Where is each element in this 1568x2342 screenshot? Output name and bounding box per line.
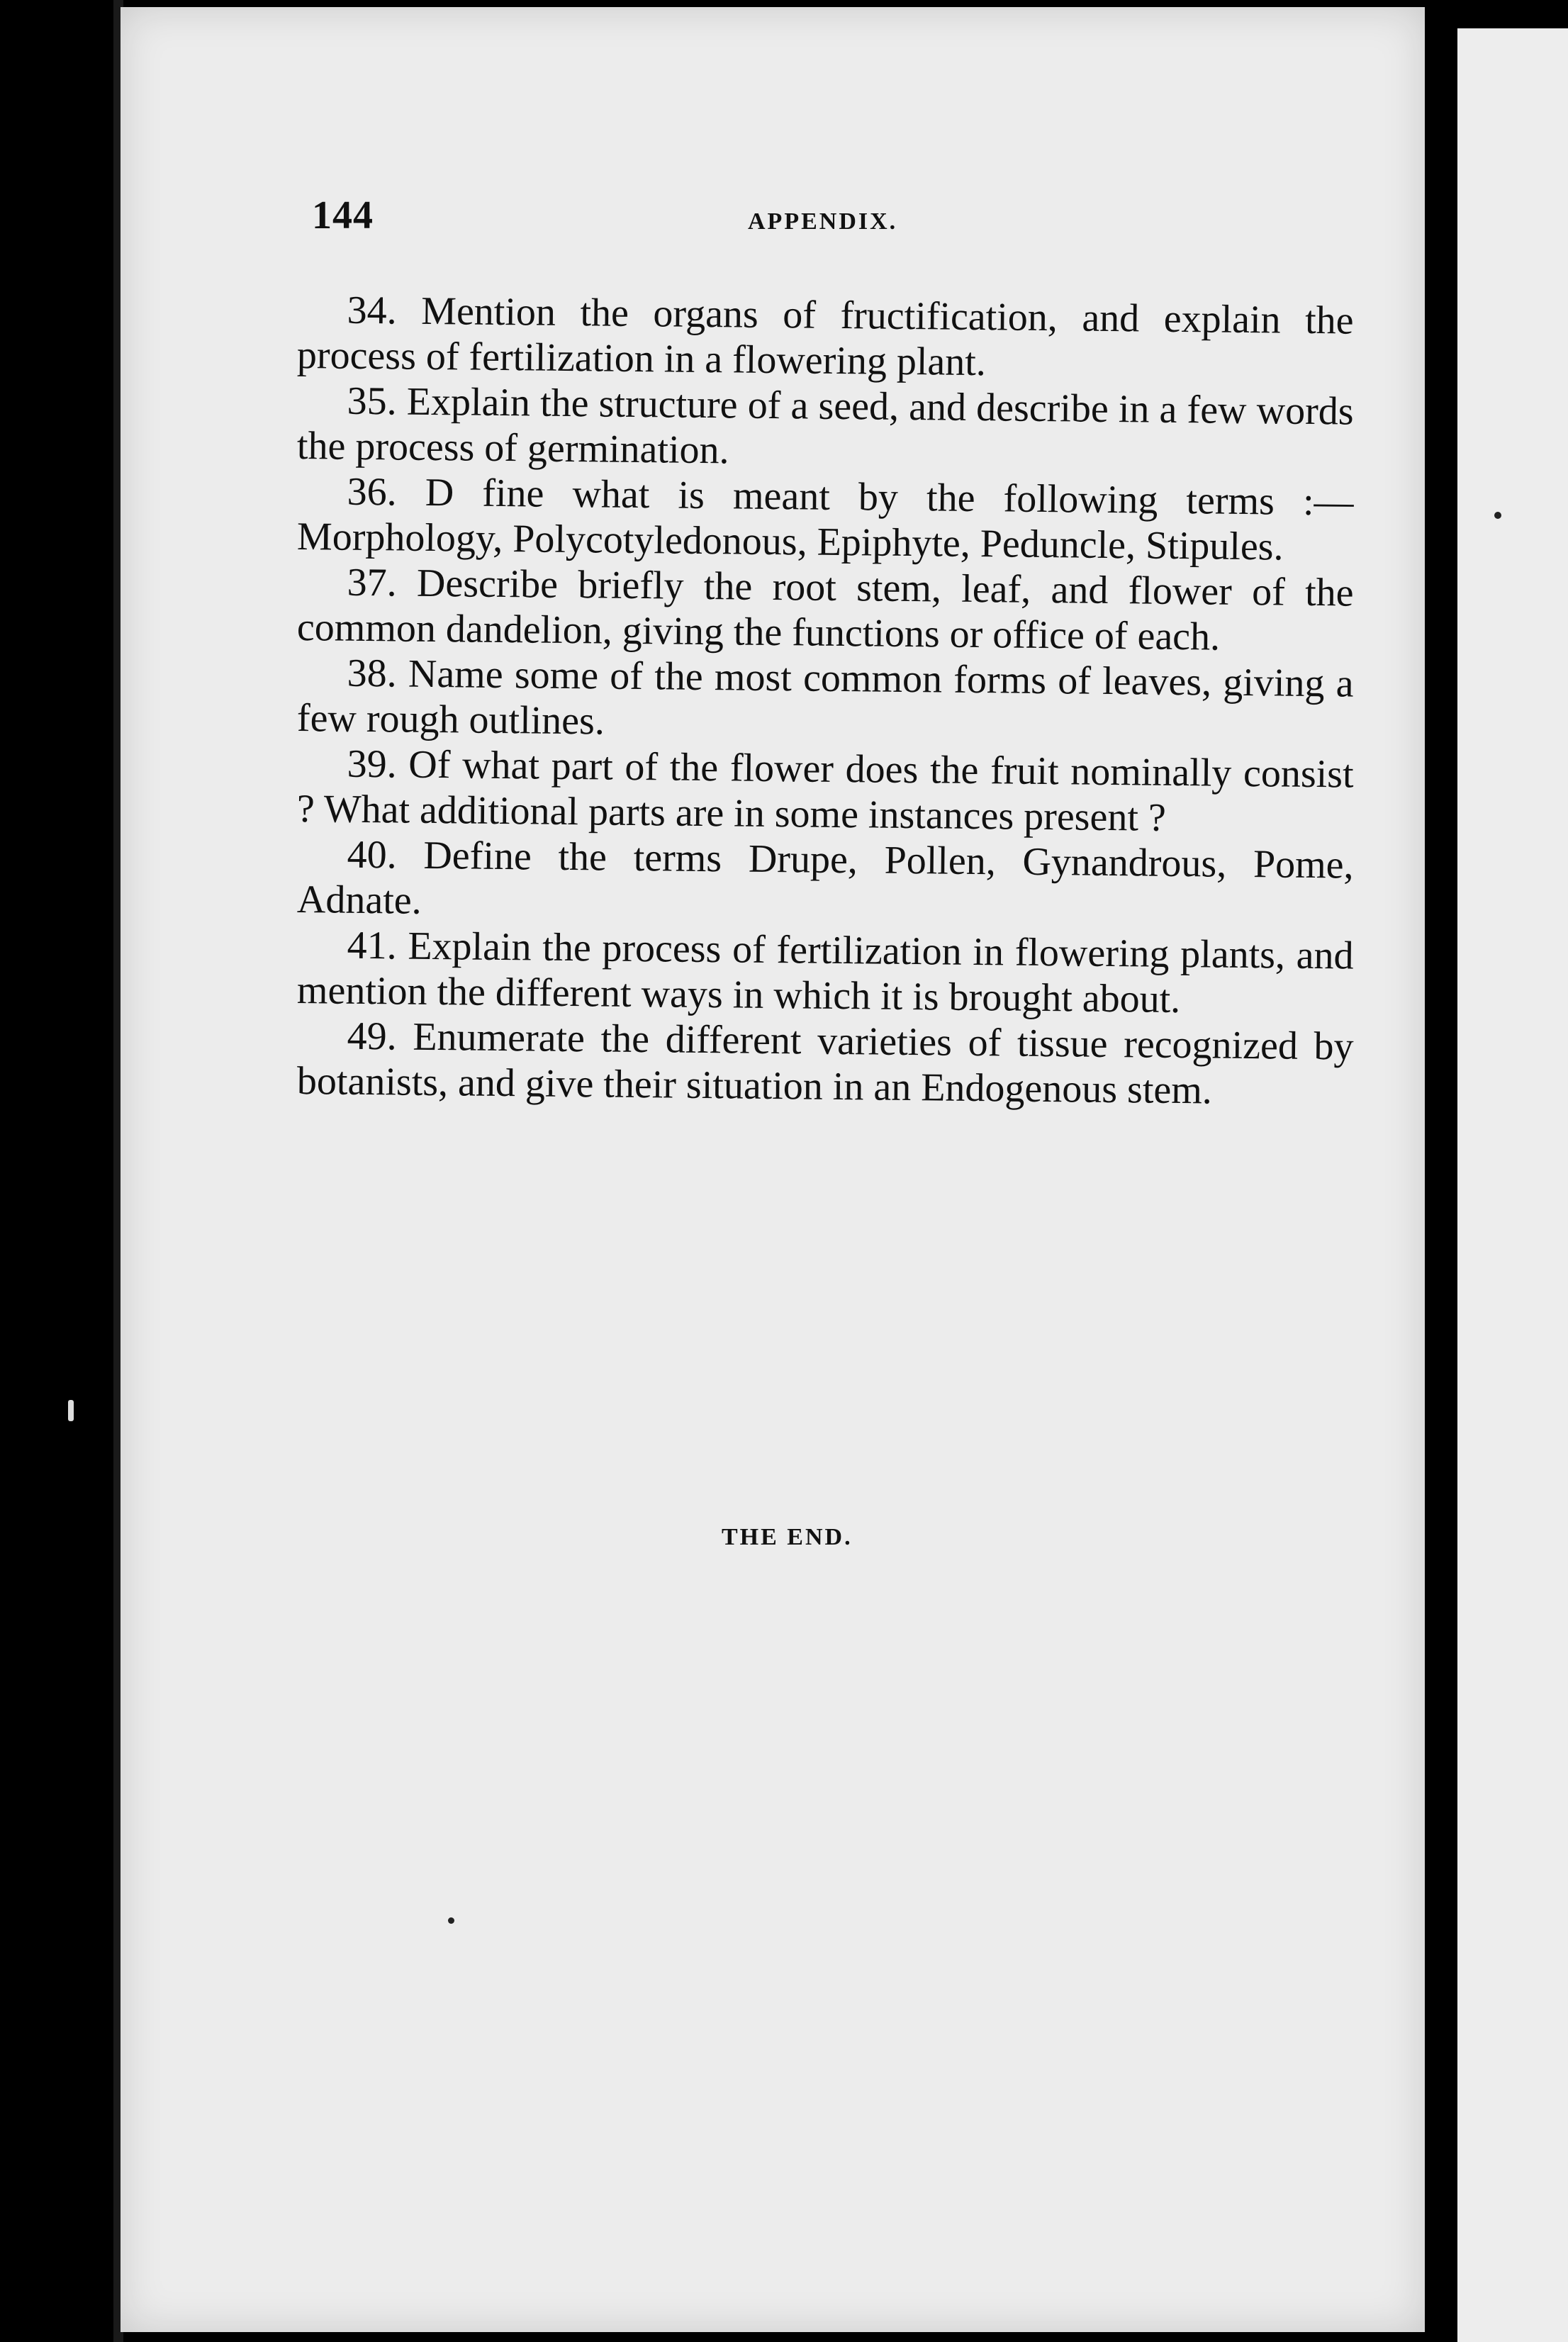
- question-text: Name some of the most common forms of leaves, giving a few rough outlines.: [296, 651, 1354, 744]
- page-number: 144: [312, 194, 374, 237]
- question-text: D fine what is meant by the following terms :— Morphology, Polycotyledonous, Epiphyte, Peduncle, Stipules.: [296, 470, 1354, 569]
- page-header: [312, 193, 1333, 250]
- question-item: [297, 831, 1354, 934]
- question-text: Describe briefly the root stem, leaf, and flower of the common dandelion, giving the functions or office of each.: [296, 561, 1354, 659]
- question-list: [296, 287, 1354, 1113]
- question-number: 41.: [347, 923, 397, 968]
- question-number: 34.: [347, 288, 397, 333]
- question-item: [297, 378, 1354, 480]
- question-number: 37.: [347, 560, 397, 605]
- dust-speck: [448, 1917, 454, 1924]
- running-head: APPENDIX.: [748, 208, 898, 235]
- dust-speck: [1494, 512, 1501, 519]
- question-number: 49.: [347, 1014, 397, 1059]
- question-text: Define the terms Drupe, Pollen, Gynandrous, Pome, Adnate.: [296, 833, 1354, 923]
- question-text: Of what part of the flower does the fruit nominally consist ? What additional parts are in some instances present ?: [296, 742, 1354, 840]
- question-item: [297, 1013, 1354, 1115]
- question-item: [297, 741, 1354, 843]
- question-number: 35.: [347, 379, 397, 424]
- closing-text: THE END.: [722, 1524, 853, 1550]
- dust-speck: [68, 1400, 74, 1421]
- question-number: 38.: [347, 651, 397, 696]
- facing-page-edge: [1457, 28, 1568, 2342]
- question-item: [297, 469, 1354, 571]
- question-text: Mention the organs of fructification, and explain the process of fertilization in a flowering plant.: [296, 288, 1354, 385]
- question-number: 40.: [347, 832, 397, 878]
- question-number: 36.: [347, 469, 397, 515]
- question-number: 39.: [347, 741, 397, 787]
- question-text: Explain the process of fertilization in flowering plants, and mention the different ways in which it is brought about.: [296, 924, 1354, 1022]
- question-item: [297, 559, 1354, 661]
- question-text: Enumerate the different varieties of tissue recognized by botanists, and give their situation in an Endogenous stem.: [296, 1014, 1354, 1113]
- question-item: [297, 650, 1354, 752]
- question-text: Explain the structure of a seed, and describe in a few words the process of germination.: [296, 379, 1354, 473]
- question-item: [297, 287, 1354, 389]
- question-item: [297, 922, 1354, 1024]
